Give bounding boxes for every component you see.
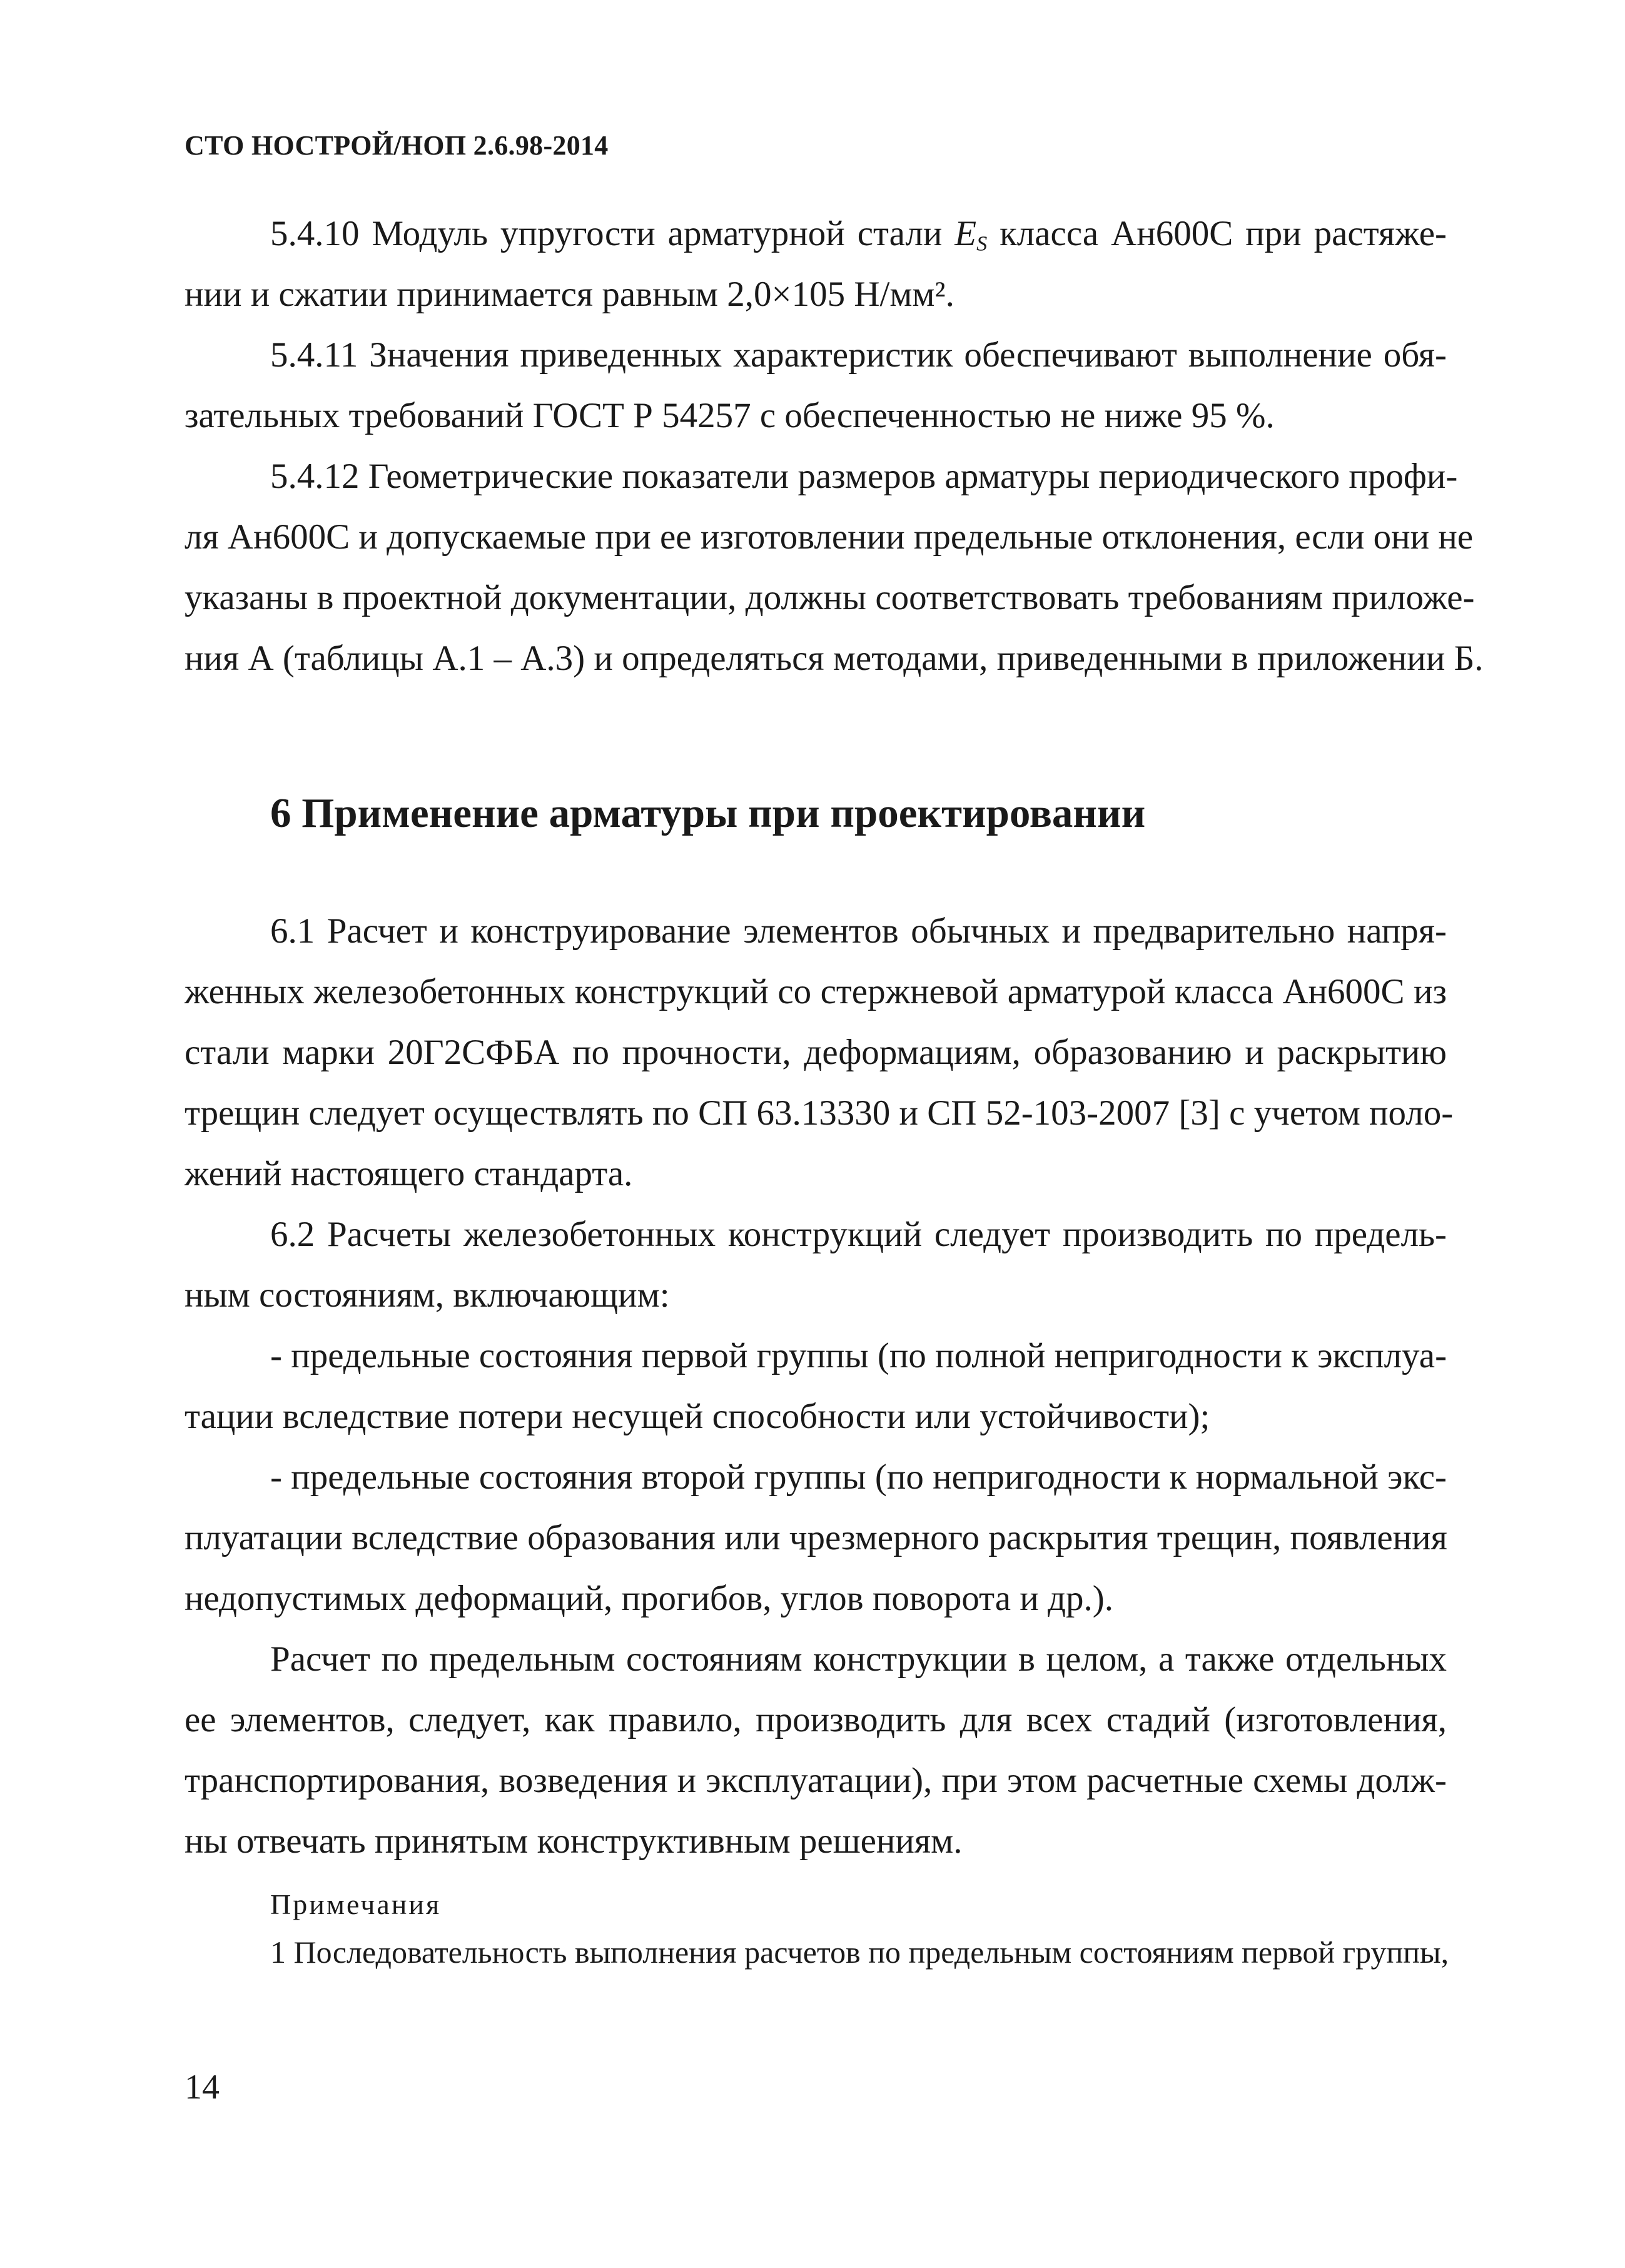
section-6-heading: 6 Применение арматуры при проектировании [270, 790, 1146, 836]
paragraph-calc-line-3: транспортирования, возведения и эксплуатации), при этом расчетные схемы долж- [185, 1761, 1447, 1800]
paragraph-5-4-11-line-2: зательных требований ГОСТ Р 54257 с обеспеченностью не ниже 95 %. [185, 396, 1275, 435]
paragraph-6-2-line-2: ным состояниям, включающим: [185, 1275, 670, 1315]
bullet-first-group-line-1: - предельные состояния первой группы (по полной непригодности к эксплуа- [270, 1336, 1447, 1375]
paragraph-5-4-10-line-2: нии и сжатии принимается равным 2,0×105 Н/мм². [185, 275, 954, 314]
paragraph-5-4-12-line-4: ния А (таблицы А.1 – А.3) и определяться методами, приведенными в приложении Б. [185, 639, 1484, 678]
paragraph-6-1-line-1: 6.1 Расчет и конструирование элементов обычных и предварительно напря- [270, 911, 1447, 951]
paragraph-calc-line-4: ны отвечать принятым конструктивным решениям. [185, 1821, 963, 1861]
paragraph-calc-line-2: ее элементов, следует, как правило, производить для всех стадий (изготовления, [185, 1700, 1447, 1739]
paragraph-5-4-12-line-1: 5.4.12 Геометрические показатели размеров арматуры периодического профи- [270, 457, 1458, 496]
paragraph-calc-line-1: Расчет по предельным состояниям конструкции в целом, а также отдельных [270, 1639, 1447, 1679]
bullet-second-group-line-1: - предельные состояния второй группы (по непригодности к нормальной экс- [270, 1457, 1447, 1497]
note-1-line-1: 1 Последовательность выполнения расчетов по предельным состояниям первой группы, [270, 1935, 1449, 1970]
paragraph-6-1-line-3: стали марки 20Г2СФБА по прочности, деформациям, образованию и раскрытию [185, 1033, 1447, 1072]
paragraph-5-4-12-line-2: ля Ан600С и допускаемые при ее изготовлении предельные отклонения, если они не [185, 517, 1474, 557]
notes-title: Примечания [270, 1888, 442, 1920]
bullet-second-group-line-2: плуатации вследствие образования или чрезмерного раскрытия трещин, появления [185, 1518, 1447, 1557]
paragraph-5-4-11-line-1: 5.4.11 Значения приведенных характеристик обеспечивают выполнение обя- [270, 335, 1447, 375]
document-header: СТО НОСТРОЙ/НОП 2.6.98-2014 [185, 130, 609, 161]
bullet-second-group-line-3: недопустимых деформаций, прогибов, углов поворота и др.). [185, 1579, 1114, 1618]
paragraph-6-2-line-1: 6.2 Расчеты железобетонных конструкций следует производить по предель- [270, 1215, 1447, 1254]
modulus-symbol-letter: E [954, 214, 977, 253]
modulus-symbol [954, 214, 988, 256]
paragraph-5-4-10-line-1 [270, 213, 1447, 265]
paragraph-6-1-line-2: женных железобетонных конструкций со стержневой арматурой класса Ан600С из [185, 972, 1447, 1011]
paragraph-6-1-line-4: трещин следует осуществлять по СП 63.13330 и СП 52-103-2007 [3] с учетом поло- [185, 1093, 1454, 1133]
paragraph-5-4-10-line-1-start: 5.4.10 Модуль упругости арматурной стали [270, 214, 955, 253]
modulus-symbol-subscript: S [976, 232, 988, 256]
paragraph-5-4-10-line-1-end: класса Ан600С при растяже- [987, 214, 1447, 253]
paragraph-6-1-line-5: жений настоящего стандарта. [185, 1154, 633, 1193]
bullet-first-group-line-2: тации вследствие потери несущей способности или устойчивости); [185, 1397, 1210, 1436]
page-number: 14 [185, 2068, 220, 2107]
paragraph-5-4-12-line-3: указаны в проектной документации, должны соответствовать требованиям приложе- [185, 578, 1475, 617]
